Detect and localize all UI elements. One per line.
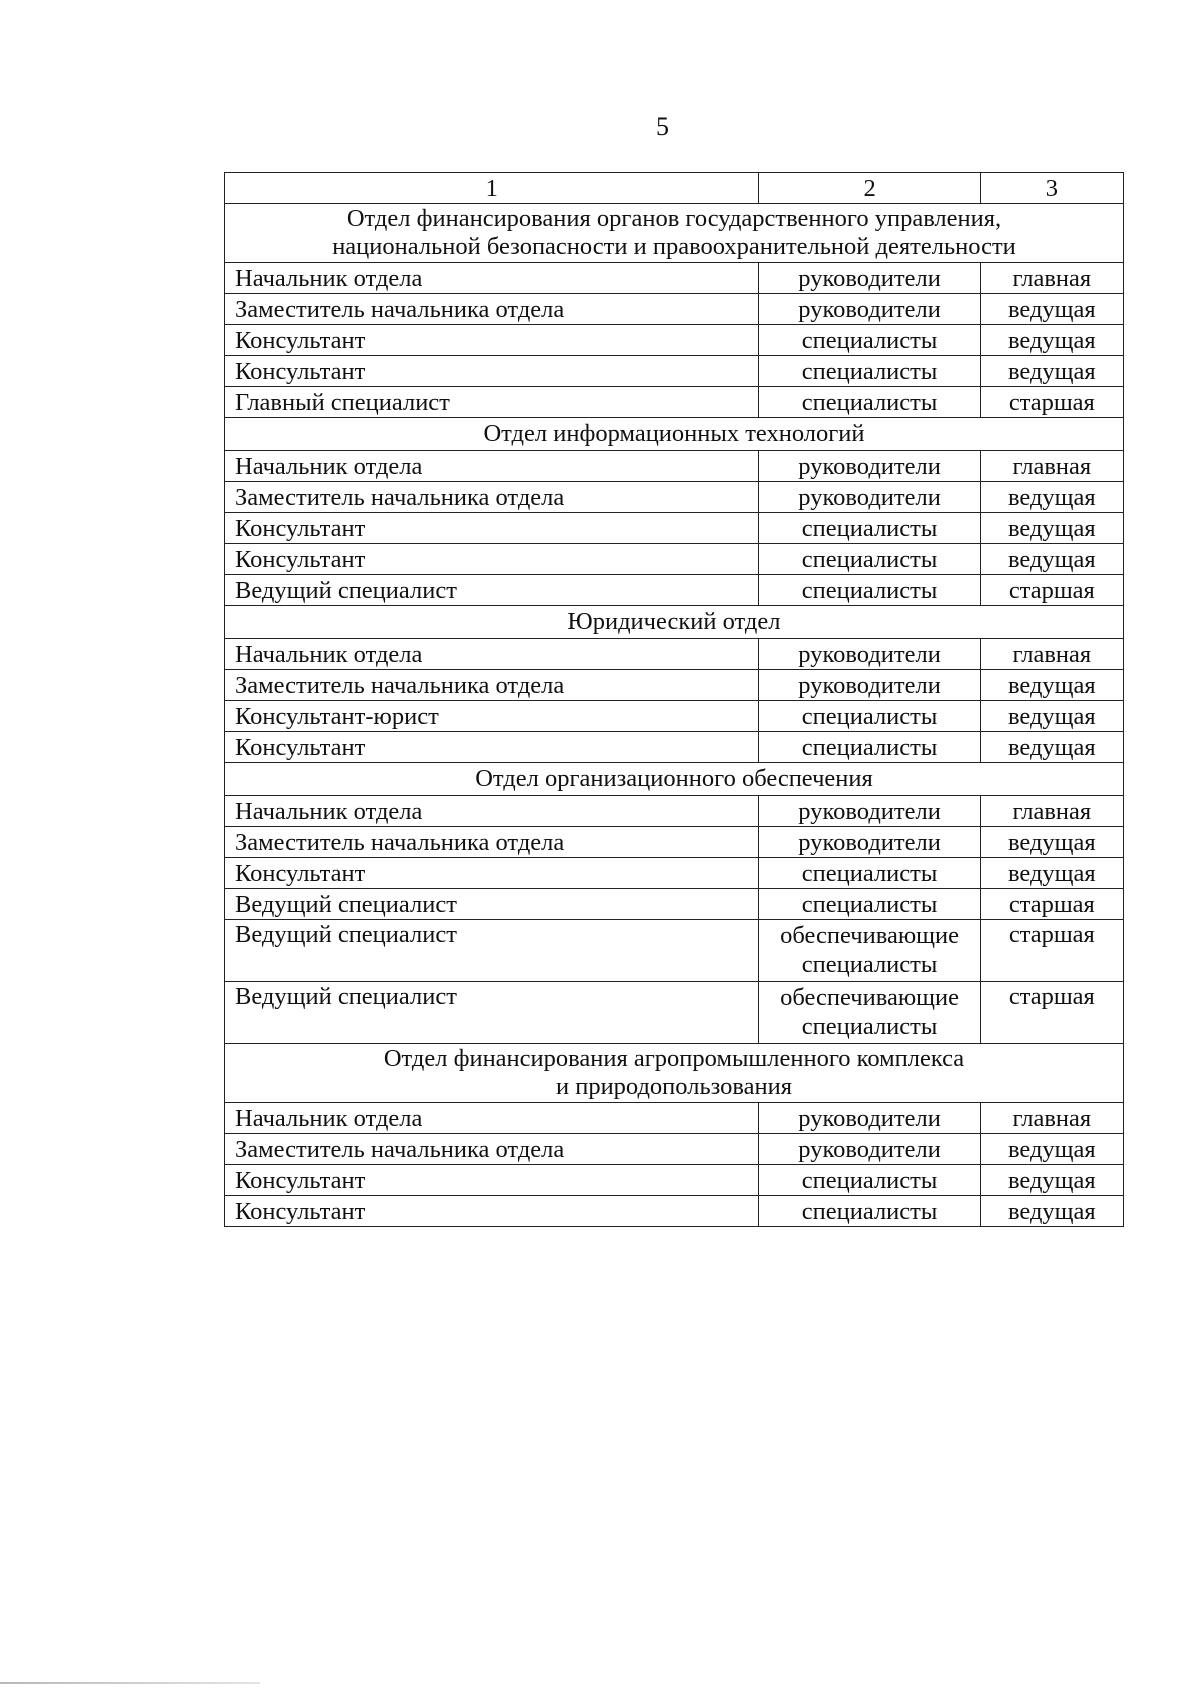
group-cell: старшая: [980, 920, 1123, 982]
position-cell: Консультант: [225, 356, 759, 387]
table-row: [225, 575, 1124, 606]
position-cell: Начальник отдела: [225, 796, 759, 827]
section-title-line: Отдел финансирования агропромышленного комплекса: [383, 1045, 965, 1072]
group-cell: старшая: [980, 387, 1123, 418]
position-cell: Консультант-юрист: [225, 701, 759, 732]
table-row: [225, 670, 1124, 701]
section-title-line: и природопользования: [555, 1073, 793, 1100]
position-cell: Начальник отдела: [225, 1103, 759, 1134]
position-cell: Ведущий специалист: [225, 982, 759, 1044]
staff-table: [224, 172, 1124, 1227]
position-cell: Начальник отдела: [225, 639, 759, 670]
header-cell-2: 2: [759, 173, 980, 204]
position-cell: Начальник отдела: [225, 451, 759, 482]
position-cell: Главный специалист: [225, 387, 759, 418]
category-cell: руководители: [759, 827, 980, 858]
group-cell: ведущая: [980, 325, 1123, 356]
category-cell: специалисты: [759, 889, 980, 920]
group-cell: ведущая: [980, 544, 1123, 575]
position-cell: Заместитель начальника отдела: [225, 482, 759, 513]
category-cell: специалисты: [759, 732, 980, 763]
section-title-line: Отдел информационных технологий: [483, 420, 865, 447]
category-cell: руководители: [759, 1134, 980, 1165]
group-cell: ведущая: [980, 732, 1123, 763]
position-cell: Консультант: [225, 1165, 759, 1196]
category-cell: специалисты: [759, 544, 980, 575]
position-cell: Начальник отдела: [225, 263, 759, 294]
section-title-line: Юридический отдел: [567, 608, 781, 635]
group-cell: ведущая: [980, 1165, 1123, 1196]
group-cell: ведущая: [980, 356, 1123, 387]
table-row: [225, 889, 1124, 920]
group-cell: ведущая: [980, 827, 1123, 858]
category-cell: специалисты: [759, 858, 980, 889]
category-cell: руководители: [759, 294, 980, 325]
section-title-line: национальной безопасности и правоохранительной деятельности: [332, 233, 1016, 260]
position-cell: Консультант: [225, 732, 759, 763]
position-cell: Консультант: [225, 1196, 759, 1227]
section-title: [225, 606, 1124, 639]
position-cell: Ведущий специалист: [225, 920, 759, 982]
section-title: [225, 418, 1124, 451]
group-cell: ведущая: [980, 858, 1123, 889]
category-cell: специалисты: [759, 575, 980, 606]
category-cell: руководители: [759, 451, 980, 482]
table-row: [225, 451, 1124, 482]
table-row: [225, 513, 1124, 544]
category-cell: специалисты: [759, 513, 980, 544]
group-cell: ведущая: [980, 294, 1123, 325]
category-cell: обеспечивающие специалисты: [759, 920, 980, 982]
table-row: [225, 732, 1124, 763]
category-cell: специалисты: [759, 356, 980, 387]
section-row: [225, 418, 1124, 451]
table-row: [225, 982, 1124, 1044]
category-cell: обеспечивающие специалисты: [759, 982, 980, 1044]
group-cell: ведущая: [980, 701, 1123, 732]
group-cell: главная: [980, 451, 1123, 482]
category-cell: руководители: [759, 1103, 980, 1134]
category-cell: специалисты: [759, 1165, 980, 1196]
position-cell: Консультант: [225, 325, 759, 356]
category-cell: специалисты: [759, 1196, 980, 1227]
group-cell: ведущая: [980, 482, 1123, 513]
position-cell: Консультант: [225, 513, 759, 544]
position-cell: Заместитель начальника отдела: [225, 1134, 759, 1165]
page-number: 5: [656, 112, 669, 141]
header-row: [225, 173, 1124, 204]
category-cell: руководители: [759, 482, 980, 513]
table-row: [225, 263, 1124, 294]
table-row: [225, 920, 1124, 982]
position-cell: Заместитель начальника отдела: [225, 670, 759, 701]
table-row: [225, 544, 1124, 575]
category-cell: руководители: [759, 670, 980, 701]
group-cell: ведущая: [980, 513, 1123, 544]
table-row: [225, 1196, 1124, 1227]
section-title: [225, 1044, 1124, 1103]
group-cell: главная: [980, 263, 1123, 294]
category-cell: руководители: [759, 639, 980, 670]
category-cell: специалисты: [759, 701, 980, 732]
header-cell-3: 3: [980, 173, 1123, 204]
section-title-line: Отдел организационного обеспечения: [475, 765, 873, 792]
section-row: [225, 1044, 1124, 1103]
table-row: [225, 639, 1124, 670]
section-row: [225, 763, 1124, 796]
position-cell: Ведущий специалист: [225, 575, 759, 606]
scan-edge-mark: [0, 1682, 260, 1684]
table-row: [225, 387, 1124, 418]
section-row: [225, 204, 1124, 263]
table-row: [225, 796, 1124, 827]
position-cell: Заместитель начальника отдела: [225, 294, 759, 325]
group-cell: старшая: [980, 575, 1123, 606]
section-title: [225, 204, 1124, 263]
group-cell: ведущая: [980, 670, 1123, 701]
table-row: [225, 1165, 1124, 1196]
position-cell: Консультант: [225, 544, 759, 575]
table-row: [225, 701, 1124, 732]
section-title: [225, 763, 1124, 796]
group-cell: ведущая: [980, 1134, 1123, 1165]
table-row: [225, 1103, 1124, 1134]
table-row: [225, 858, 1124, 889]
category-cell: специалисты: [759, 325, 980, 356]
table-row: [225, 356, 1124, 387]
section-title-line: Отдел финансирования органов государственного управления,: [346, 205, 1002, 232]
group-cell: главная: [980, 796, 1123, 827]
table-row: [225, 827, 1124, 858]
category-cell: специалисты: [759, 387, 980, 418]
group-cell: старшая: [980, 889, 1123, 920]
group-cell: старшая: [980, 982, 1123, 1044]
header-cell-1: 1: [225, 173, 759, 204]
table-row: [225, 325, 1124, 356]
position-cell: Ведущий специалист: [225, 889, 759, 920]
position-cell: Заместитель начальника отдела: [225, 827, 759, 858]
table-row: [225, 1134, 1124, 1165]
section-row: [225, 606, 1124, 639]
category-cell: руководители: [759, 263, 980, 294]
table-row: [225, 294, 1124, 325]
group-cell: главная: [980, 1103, 1123, 1134]
position-cell: Консультант: [225, 858, 759, 889]
group-cell: ведущая: [980, 1196, 1123, 1227]
group-cell: главная: [980, 639, 1123, 670]
table-row: [225, 482, 1124, 513]
category-cell: руководители: [759, 796, 980, 827]
